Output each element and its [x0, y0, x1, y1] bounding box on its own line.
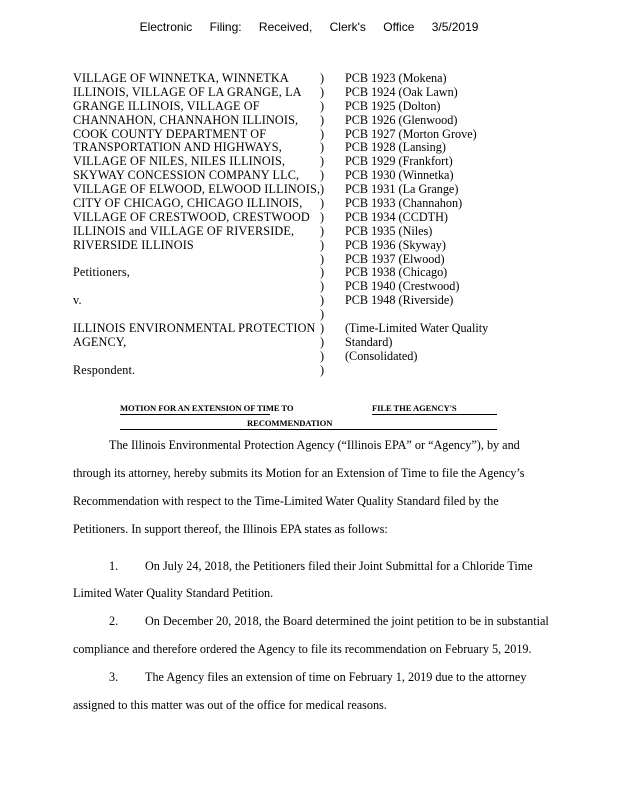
- caption-row: [73, 350, 573, 364]
- caption-case-number: [345, 308, 573, 322]
- caption-row: [73, 253, 573, 267]
- caption-bracket: ): [320, 140, 325, 155]
- caption-row: [73, 183, 573, 197]
- caption-bracket: ): [320, 98, 325, 113]
- caption-party-text: RIVERSIDE ILLINOIS: [73, 238, 194, 252]
- list-item-number: 1.: [109, 559, 119, 573]
- caption-row: [73, 169, 573, 183]
- caption-party-text: [73, 253, 320, 267]
- caption-case-number: PCB 1933 (Channahon): [345, 196, 463, 211]
- list-item-text: On December 20, 2018, the Board determined the joint petition to be in substantial: [145, 614, 549, 628]
- caption-case-number: [345, 364, 573, 378]
- caption-row: [73, 308, 573, 322]
- title-underline: [120, 429, 497, 430]
- title-underline: [120, 414, 270, 415]
- paragraph-intro-line: The Illinois Environmental Protection Agency (“Illinois EPA” or “Agency”), by and: [109, 438, 520, 452]
- caption-case-number: PCB 1936 (Skyway): [345, 237, 446, 252]
- caption-bracket: ): [320, 348, 325, 363]
- caption-case-number: PCB 1938 (Chicago): [345, 265, 448, 280]
- caption-row: [73, 197, 573, 211]
- caption-bracket: ): [320, 84, 325, 99]
- caption-bracket: ): [320, 126, 325, 141]
- caption-party-text: CHANNAHON, CHANNAHON ILLINOIS,: [73, 113, 299, 127]
- caption-row: [73, 114, 573, 128]
- caption-row: [73, 86, 573, 100]
- caption-case-number: PCB 1930 (Winnetka): [345, 168, 454, 183]
- title-underline: [372, 414, 497, 415]
- caption-case-number: (Time-Limited Water Quality: [345, 321, 489, 336]
- caption-bracket: ): [320, 362, 325, 377]
- caption-case-number: (Consolidated): [345, 348, 418, 363]
- caption-row: [73, 266, 573, 280]
- caption-bracket: ): [320, 182, 325, 197]
- caption-case-number: PCB 1935 (Niles): [345, 223, 433, 238]
- caption-party-text: AGENCY,: [73, 335, 127, 349]
- paragraph-intro-line: Recommendation with respect to the Time-Limited Water Quality Standard filed by the: [73, 494, 499, 508]
- caption-bracket: ): [320, 237, 325, 252]
- list-item-text: compliance and therefore ordered the Agency to file its recommendation on February 5, 2019.: [73, 642, 532, 656]
- caption-row: [73, 211, 573, 225]
- caption-bracket: ): [320, 154, 325, 169]
- caption-case-number: PCB 1923 (Mokena): [345, 71, 447, 85]
- caption-bracket: ): [320, 112, 325, 127]
- filing-stamp-header: Electronic Filing: Received, Clerk's Office 3/5/2019: [139, 20, 479, 34]
- caption-bracket: ): [320, 71, 325, 85]
- caption-party-text: [73, 350, 320, 364]
- list-item-text: Limited Water Quality Standard Petition.: [73, 586, 274, 600]
- caption-party-text: CITY OF CHICAGO, CHICAGO ILLINOIS,: [73, 197, 303, 211]
- motion-title-part2: FILE THE AGENCY'S: [372, 403, 457, 413]
- list-item-number: 2.: [109, 614, 119, 628]
- caption-row: [73, 280, 573, 294]
- caption-party-text: GRANGE ILLINOIS, VILLAGE OF: [73, 99, 260, 113]
- caption-bracket: ): [320, 334, 325, 349]
- caption-bracket: ): [320, 265, 325, 280]
- caption-case-number: PCB 1925 (Dolton): [345, 98, 441, 113]
- caption-case-number: PCB 1931 (La Grange): [345, 182, 459, 197]
- caption-party-text: ILLINOIS and VILLAGE OF RIVERSIDE,: [73, 224, 295, 238]
- caption-party-text: VILLAGE OF WINNETKA, WINNETKA: [73, 72, 289, 85]
- caption-party-text: SKYWAY CONCESSION COMPANY LLC,: [73, 169, 300, 183]
- caption-party-text: v.: [73, 294, 82, 308]
- caption-bracket: ): [320, 196, 325, 211]
- caption-row: [73, 72, 573, 86]
- caption-bracket: ): [320, 293, 325, 308]
- caption-party-text: Petitioners,: [73, 266, 130, 280]
- caption-row: [73, 294, 573, 308]
- caption-row: [73, 100, 573, 114]
- caption-row: [73, 336, 573, 350]
- caption-bracket: ): [320, 168, 325, 183]
- caption-row: [73, 155, 573, 169]
- caption-bracket: ): [320, 209, 325, 224]
- motion-title-part1: MOTION FOR AN EXTENSION OF TIME TO: [120, 403, 294, 413]
- caption-row: [73, 225, 573, 239]
- paragraph-intro-line: through its attorney, hereby submits its Motion for an Extension of Time to file the Agency’s: [73, 466, 525, 480]
- caption-bracket: ): [320, 223, 325, 238]
- list-item-text: The Agency files an extension of time on February 1, 2019 due to the attorney: [145, 670, 527, 684]
- caption-case-number: PCB 1929 (Frankfort): [345, 154, 453, 169]
- list-item-number: 3.: [109, 670, 119, 684]
- caption-party-text: [73, 308, 320, 322]
- caption-party-text: [73, 280, 320, 294]
- caption-case-number: PCB 1927 (Morton Grove): [345, 126, 477, 141]
- caption-party-text: COOK COUNTY DEPARTMENT OF: [73, 127, 267, 141]
- caption-party-text: Respondent.: [73, 363, 136, 377]
- caption-party-text: VILLAGE OF NILES, NILES ILLINOIS,: [73, 155, 286, 169]
- caption-party-text: TRANSPORTATION AND HIGHWAYS,: [73, 141, 282, 155]
- caption-row: [73, 128, 573, 142]
- caption-case-number: PCB 1926 (Glenwood): [345, 112, 458, 127]
- list-item-text: assigned to this matter was out of the office for medical reasons.: [73, 698, 387, 712]
- caption-bracket: ): [320, 307, 325, 322]
- caption-bracket: ): [320, 251, 325, 266]
- caption-party-text: ILLINOIS ENVIRONMENTAL PROTECTION: [73, 322, 316, 336]
- caption-row: [73, 239, 573, 253]
- caption-case-number: PCB 1948 (Riverside): [345, 293, 454, 308]
- caption-row: [73, 322, 573, 336]
- list-item-text: On July 24, 2018, the Petitioners filed their Joint Submittal for a Chloride Time: [145, 559, 533, 573]
- caption-case-number: PCB 1934 (CCDTH): [345, 209, 448, 224]
- caption-case-number: PCB 1937 (Elwood): [345, 251, 445, 266]
- case-caption: [73, 72, 573, 378]
- caption-case-number: PCB 1940 (Crestwood): [345, 279, 460, 294]
- caption-party-text: ILLINOIS, VILLAGE OF LA GRANGE, LA: [73, 85, 302, 99]
- caption-bracket: ): [320, 321, 325, 336]
- motion-title-part3: RECOMMENDATION: [247, 418, 333, 428]
- caption-row: [73, 141, 573, 155]
- caption-case-number: PCB 1928 (Lansing): [345, 140, 446, 155]
- caption-bracket: ): [320, 279, 325, 294]
- caption-party-text: VILLAGE OF ELWOOD, ELWOOD ILLINOIS,: [73, 183, 320, 197]
- caption-case-number: PCB 1924 (Oak Lawn): [345, 84, 458, 99]
- caption-case-number: Standard): [345, 334, 393, 349]
- paragraph-intro-line: Petitioners. In support thereof, the Illinois EPA states as follows:: [73, 522, 388, 536]
- caption-row: [73, 364, 573, 378]
- caption-party-text: VILLAGE OF CRESTWOOD, CRESTWOOD: [73, 210, 310, 224]
